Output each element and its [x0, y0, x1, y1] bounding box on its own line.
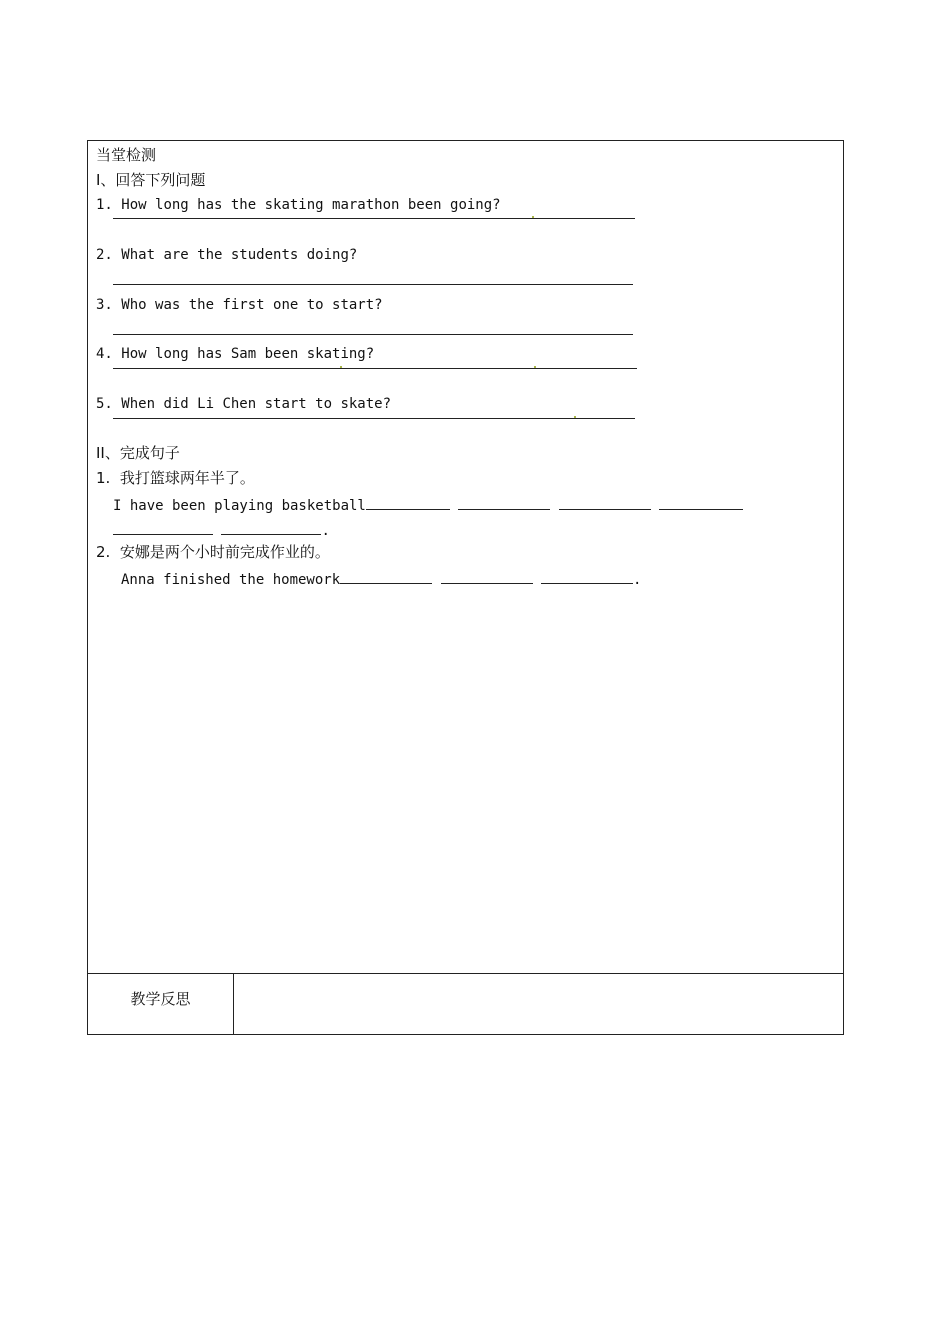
blank-field[interactable] — [340, 569, 432, 584]
blank-field[interactable] — [659, 495, 743, 510]
end-mark: . — [321, 523, 330, 539]
answer-line-4[interactable] — [113, 368, 637, 369]
item-chinese: 安娜是两个小时前完成作业的。 — [119, 543, 330, 561]
question-5 — [96, 395, 391, 413]
question-number: 2. — [96, 247, 113, 263]
question-text: How long has Sam been skating? — [121, 346, 375, 362]
question-text: How long has the skating marathon been going? — [121, 197, 501, 213]
lesson-worksheet-table — [87, 140, 844, 1035]
question-text: What are the students doing? — [121, 247, 358, 263]
translation-sentence-1-continued — [113, 520, 330, 540]
sentence-prefix: Anna finished the homework — [121, 572, 341, 588]
sentence-prefix: I have been playing basketball — [113, 498, 366, 514]
item-chinese: 我打篮球两年半了。 — [119, 469, 255, 487]
question-number: 5. — [96, 396, 113, 412]
question-text: When did Li Chen start to skate? — [121, 396, 392, 412]
blank-field[interactable] — [441, 569, 533, 584]
blank-field[interactable] — [366, 495, 450, 510]
question-3 — [96, 296, 383, 314]
ink-mark — [574, 416, 576, 418]
ink-mark — [534, 366, 536, 368]
translation-item-1 — [96, 469, 255, 487]
question-text: Who was the first one to start? — [121, 297, 383, 313]
translation-sentence-1 — [113, 495, 743, 515]
part1-heading: I、回答下列问题 — [96, 171, 206, 189]
answer-line-1[interactable] — [113, 218, 635, 219]
part2-heading: II、完成句子 — [96, 444, 180, 462]
translation-sentence-2 — [121, 569, 641, 589]
question-2 — [96, 246, 357, 264]
blank-field[interactable] — [221, 520, 321, 535]
question-4 — [96, 345, 374, 363]
item-number: 1. — [96, 469, 111, 487]
blank-field[interactable] — [541, 569, 633, 584]
ink-mark — [532, 216, 534, 218]
ink-mark — [340, 366, 342, 368]
blank-field[interactable] — [458, 495, 550, 510]
exercise-cell — [88, 141, 843, 974]
question-number: 3. — [96, 297, 113, 313]
answer-line-2[interactable] — [113, 284, 633, 285]
reflection-label: 教学反思 — [88, 974, 234, 1034]
section-title: 当堂检测 — [96, 146, 157, 164]
answer-line-5[interactable] — [113, 418, 635, 419]
question-number: 1. — [96, 197, 113, 213]
blank-field[interactable] — [113, 520, 213, 535]
blank-field[interactable] — [559, 495, 651, 510]
translation-item-2 — [96, 543, 330, 561]
reflection-field[interactable] — [235, 974, 843, 1034]
question-number: 4. — [96, 346, 113, 362]
item-number: 2. — [96, 543, 111, 561]
end-mark: . — [633, 572, 642, 588]
answer-line-3[interactable] — [113, 334, 633, 335]
question-1 — [96, 196, 501, 214]
